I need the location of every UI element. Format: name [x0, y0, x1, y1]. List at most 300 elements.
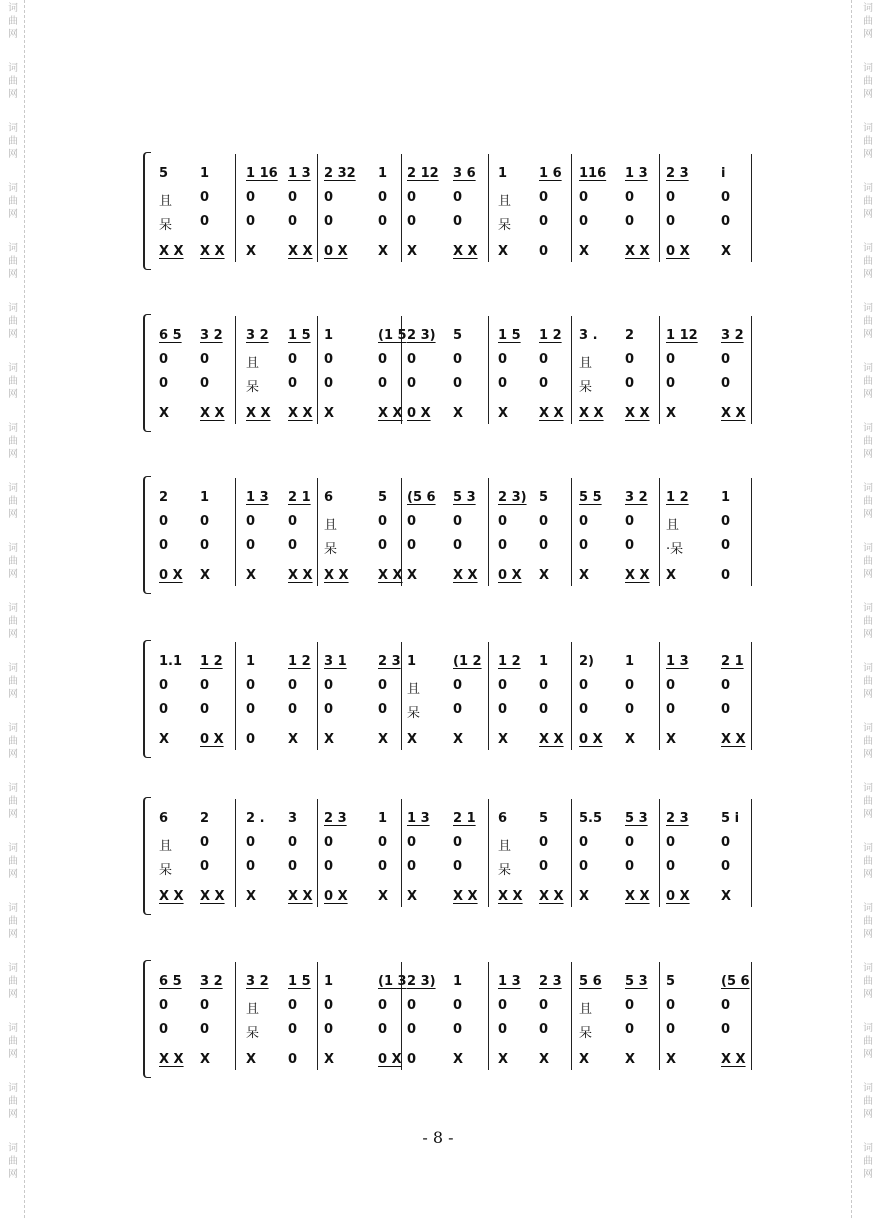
part-value: 0 [721, 998, 731, 1013]
part-value: 0 [666, 352, 676, 367]
melody-note: 1 [453, 974, 463, 989]
part-value: 0 [666, 376, 676, 391]
melody-note: 3 2 [200, 974, 223, 989]
part-value: 呆 [246, 380, 260, 395]
part-value: 0 [200, 376, 210, 391]
melody-note: 1 [721, 490, 731, 505]
part-value: 0 [324, 702, 334, 717]
part-value: 0 [453, 835, 463, 850]
part-value: 0 [453, 514, 463, 529]
part-value: 0 [666, 702, 676, 717]
part-value: 0 [288, 859, 298, 874]
right-watermark-text: 词 曲 网 [863, 243, 873, 280]
rhythm-mark: 0 X [407, 406, 431, 421]
bar-line [317, 316, 318, 424]
bar-line [235, 478, 236, 586]
melody-note: 1 2 [498, 654, 521, 669]
part-value: 0 [288, 376, 298, 391]
part-value: 0 [625, 190, 635, 205]
part-value: 0 [625, 514, 635, 529]
part-value: 0 [288, 514, 298, 529]
part-value: 0 [453, 538, 463, 553]
part-value: 且 [159, 839, 173, 854]
part-value: 0 [498, 514, 508, 529]
part-value: 呆 [579, 380, 593, 395]
part-value: 0 [625, 859, 635, 874]
rhythm-mark: 0 X [579, 732, 603, 747]
part-value: 0 [666, 190, 676, 205]
part-value: 0 [721, 538, 731, 553]
rhythm-mark: 0 [288, 1052, 298, 1067]
melody-note: 5 [453, 328, 463, 343]
right-watermark-text: 词 曲 网 [863, 423, 873, 460]
melody-note: 2 3 [324, 811, 347, 826]
system-brace [143, 640, 151, 758]
bar-line [751, 478, 752, 586]
score-system [143, 968, 755, 1086]
melody-note: 1 [378, 811, 388, 826]
score-system [143, 322, 755, 440]
melody-note: 2 1 [453, 811, 476, 826]
part-value: 0 [721, 214, 731, 229]
rhythm-mark: X X [378, 406, 403, 421]
melody-note: 1 2 [200, 654, 223, 669]
rhythm-mark: X X [625, 889, 650, 904]
rhythm-mark: X [324, 406, 335, 421]
melody-note: 2 3 [666, 811, 689, 826]
left-watermark-text: 词 曲 网 [8, 423, 18, 460]
rhythm-mark: X [378, 732, 389, 747]
part-value: 0 [498, 352, 508, 367]
melody-note: 2 3) [407, 974, 436, 989]
bar-line [571, 799, 572, 907]
bar-line [571, 962, 572, 1070]
part-value: 0 [498, 1022, 508, 1037]
left-watermark-text: 词 曲 网 [8, 1143, 18, 1180]
part-value: 0 [200, 190, 210, 205]
system-brace [143, 797, 151, 915]
part-value: 0 [407, 352, 417, 367]
part-value: 0 [159, 998, 169, 1013]
rhythm-mark: X [378, 244, 389, 259]
rhythm-mark: X [721, 889, 732, 904]
melody-note: 3 2 [246, 974, 269, 989]
bar-line [401, 799, 402, 907]
rhythm-mark: X [324, 732, 335, 747]
rhythm-mark: 0 [539, 244, 549, 259]
part-value: 0 [324, 352, 334, 367]
right-watermark-text: 词 曲 网 [863, 603, 873, 640]
part-value: 0 [453, 678, 463, 693]
rhythm-mark: X [539, 568, 550, 583]
part-value: 0 [539, 859, 549, 874]
part-value: 0 [200, 538, 210, 553]
left-watermark-text: 词 曲 网 [8, 123, 18, 160]
system-brace [143, 152, 151, 270]
bar-line [488, 642, 489, 750]
part-value: 呆 [159, 863, 173, 878]
melody-note: 5 6 [579, 974, 602, 989]
rhythm-mark: 0 X [378, 1052, 402, 1067]
right-watermark-text: 词 曲 网 [863, 63, 873, 100]
bar-line [401, 154, 402, 262]
part-value: 0 [625, 538, 635, 553]
melody-note: 5 [539, 811, 549, 826]
left-watermark-text: 词 曲 网 [8, 543, 18, 580]
melody-note: 6 [324, 490, 334, 505]
rhythm-mark: X X [721, 732, 746, 747]
rhythm-mark: 0 X [200, 732, 224, 747]
part-value: 0 [625, 998, 635, 1013]
rhythm-mark: X X [324, 568, 349, 583]
melody-note: 1 5 [288, 328, 311, 343]
part-value: 0 [200, 678, 210, 693]
melody-note: 1 3 [498, 974, 521, 989]
rhythm-mark: 0 X [498, 568, 522, 583]
part-value: 0 [288, 998, 298, 1013]
rhythm-mark: X X [625, 244, 650, 259]
part-value: 0 [407, 835, 417, 850]
part-value: 0 [721, 514, 731, 529]
part-value: 0 [200, 352, 210, 367]
part-value: 且 [498, 194, 512, 209]
left-margin-line [24, 0, 25, 1218]
part-value: 0 [159, 678, 169, 693]
melody-note: (1 5 [378, 328, 407, 343]
part-value: 且 [579, 356, 593, 371]
part-value: 0 [579, 538, 589, 553]
part-value: 0 [539, 214, 549, 229]
part-value: 0 [453, 190, 463, 205]
melody-note: i [721, 166, 726, 181]
melody-note: 1 [324, 974, 334, 989]
bar-line [659, 478, 660, 586]
part-value: 0 [200, 859, 210, 874]
bar-line [488, 154, 489, 262]
part-value: 0 [159, 1022, 169, 1037]
melody-note: 2 3 [539, 974, 562, 989]
rhythm-mark: X [625, 1052, 636, 1067]
rhythm-mark: 0 X [324, 889, 348, 904]
part-value: 0 [407, 998, 417, 1013]
part-value: 且 [246, 356, 260, 371]
bar-line [751, 799, 752, 907]
rhythm-mark: X [498, 1052, 509, 1067]
rhythm-mark: X X [246, 406, 271, 421]
rhythm-mark: X [159, 406, 170, 421]
part-value: 0 [579, 702, 589, 717]
right-watermark-text: 词 曲 网 [863, 543, 873, 580]
part-value: 0 [246, 514, 256, 529]
right-watermark-text: 词 曲 网 [863, 183, 873, 220]
part-value: 0 [666, 835, 676, 850]
melody-note: 2 1 [288, 490, 311, 505]
part-value: 0 [666, 1022, 676, 1037]
part-value: 0 [666, 214, 676, 229]
bar-line [488, 962, 489, 1070]
rhythm-mark: X [666, 732, 677, 747]
part-value: 0 [453, 214, 463, 229]
melody-note: 6 [159, 811, 169, 826]
melody-note: 1 12 [666, 328, 698, 343]
melody-note: 3 [288, 811, 298, 826]
part-value: 0 [453, 352, 463, 367]
right-watermark-text: 词 曲 网 [863, 963, 873, 1000]
part-value: 0 [453, 859, 463, 874]
rhythm-mark: X [246, 244, 257, 259]
right-watermark-text: 词 曲 网 [863, 123, 873, 160]
rhythm-mark: X [579, 244, 590, 259]
melody-note: 2 [625, 328, 635, 343]
rhythm-mark: X X [453, 568, 478, 583]
left-watermark-text: 词 曲 网 [8, 483, 18, 520]
left-watermark-text: 词 曲 网 [8, 783, 18, 820]
rhythm-mark: X [159, 732, 170, 747]
bar-line [317, 642, 318, 750]
melody-note: 2 12 [407, 166, 439, 181]
part-value: 0 [625, 1022, 635, 1037]
rhythm-mark: X X [625, 568, 650, 583]
bar-line [317, 154, 318, 262]
part-value: 0 [453, 376, 463, 391]
bar-line [317, 799, 318, 907]
rhythm-mark: X [579, 568, 590, 583]
rhythm-mark: X X [288, 889, 313, 904]
part-value: 0 [666, 678, 676, 693]
part-value: 0 [378, 998, 388, 1013]
part-value: 0 [721, 376, 731, 391]
part-value: 0 [246, 835, 256, 850]
melody-note: 5 [159, 166, 169, 181]
rhythm-mark: X X [625, 406, 650, 421]
melody-note: 5 5 [579, 490, 602, 505]
part-value: 0 [288, 702, 298, 717]
rhythm-mark: X [539, 1052, 550, 1067]
melody-note: 2 [159, 490, 169, 505]
rhythm-mark: 0 X [324, 244, 348, 259]
rhythm-mark: X X [288, 568, 313, 583]
melody-note: 1 [625, 654, 635, 669]
bar-line [571, 154, 572, 262]
bar-line [751, 642, 752, 750]
part-value: 0 [666, 859, 676, 874]
melody-note: 3 . [579, 328, 598, 343]
right-watermark-text: 词 曲 网 [863, 3, 873, 40]
bar-line [235, 154, 236, 262]
left-watermark-text: 词 曲 网 [8, 723, 18, 760]
melody-note: 2 3 [378, 654, 401, 669]
bar-line [317, 962, 318, 1070]
melody-note: 2 . [246, 811, 265, 826]
melody-note: 2 3) [498, 490, 527, 505]
rhythm-mark: X [246, 889, 257, 904]
part-value: 0 [324, 678, 334, 693]
part-value: 0 [246, 859, 256, 874]
rhythm-mark: X [324, 1052, 335, 1067]
melody-note: 1 [539, 654, 549, 669]
melody-note: 6 5 [159, 974, 182, 989]
part-value: ·呆 [666, 542, 684, 557]
page-number: - 8 - [422, 1128, 454, 1147]
rhythm-mark: X [453, 732, 464, 747]
rhythm-mark: X X [721, 406, 746, 421]
melody-note: 5 3 [625, 811, 648, 826]
rhythm-mark: X [407, 568, 418, 583]
part-value: 0 [200, 835, 210, 850]
system-brace [143, 314, 151, 432]
part-value: 0 [246, 190, 256, 205]
part-value: 0 [324, 998, 334, 1013]
part-value: 0 [625, 678, 635, 693]
bar-line [571, 478, 572, 586]
part-value: 0 [378, 678, 388, 693]
rhythm-mark: X [246, 568, 257, 583]
rhythm-mark: X [246, 1052, 257, 1067]
melody-note: (5 6 [407, 490, 436, 505]
part-value: 0 [378, 538, 388, 553]
part-value: 0 [721, 678, 731, 693]
part-value: 0 [721, 1022, 731, 1037]
rhythm-mark: X X [200, 889, 225, 904]
rhythm-mark: 0 [407, 1052, 417, 1067]
melody-note: (1 2 [453, 654, 482, 669]
left-watermark-text: 词 曲 网 [8, 1083, 18, 1120]
melody-note: 1 2 [288, 654, 311, 669]
melody-note: 1 3 [625, 166, 648, 181]
bar-line [659, 799, 660, 907]
melody-note: 2 3 [666, 166, 689, 181]
rhythm-mark: X X [200, 244, 225, 259]
bar-line [659, 962, 660, 1070]
part-value: 0 [579, 859, 589, 874]
right-watermark-text: 词 曲 网 [863, 1083, 873, 1120]
part-value: 0 [539, 835, 549, 850]
part-value: 0 [324, 859, 334, 874]
part-value: 且 [159, 194, 173, 209]
right-watermark-text: 词 曲 网 [863, 483, 873, 520]
rhythm-mark: X [200, 1052, 211, 1067]
part-value: 呆 [159, 218, 173, 233]
rhythm-mark: X [498, 244, 509, 259]
melody-note: 1 3 [288, 166, 311, 181]
part-value: 0 [407, 1022, 417, 1037]
rhythm-mark: X [666, 406, 677, 421]
melody-note: 3 2 [200, 328, 223, 343]
part-value: 0 [625, 835, 635, 850]
part-value: 0 [200, 1022, 210, 1037]
part-value: 0 [159, 352, 169, 367]
part-value: 呆 [579, 1026, 593, 1041]
rhythm-mark: X X [159, 244, 184, 259]
rhythm-mark: X [666, 1052, 677, 1067]
part-value: 且 [666, 518, 680, 533]
part-value: 0 [407, 190, 417, 205]
melody-note: 5 [378, 490, 388, 505]
bar-line [751, 154, 752, 262]
part-value: 0 [246, 678, 256, 693]
part-value: 呆 [324, 542, 338, 557]
part-value: 0 [324, 214, 334, 229]
part-value: 0 [625, 376, 635, 391]
part-value: 0 [378, 859, 388, 874]
rhythm-mark: X X [453, 244, 478, 259]
melody-note: 2 1 [721, 654, 744, 669]
rhythm-mark: 0 X [666, 244, 690, 259]
right-watermark-text: 词 曲 网 [863, 663, 873, 700]
left-watermark-text: 词 曲 网 [8, 603, 18, 640]
score-system [143, 805, 755, 923]
part-value: 0 [246, 214, 256, 229]
part-value: 0 [498, 678, 508, 693]
part-value: 0 [407, 538, 417, 553]
bar-line [659, 642, 660, 750]
rhythm-mark: X [579, 889, 590, 904]
bar-line [659, 154, 660, 262]
left-watermark-text: 词 曲 网 [8, 963, 18, 1000]
melody-note: 1 16 [246, 166, 278, 181]
part-value: 0 [378, 1022, 388, 1037]
part-value: 0 [407, 214, 417, 229]
right-watermark-text: 词 曲 网 [863, 363, 873, 400]
part-value: 0 [625, 352, 635, 367]
part-value: 0 [324, 376, 334, 391]
score-system [143, 648, 755, 766]
rhythm-mark: X [498, 732, 509, 747]
rhythm-mark: X X [453, 889, 478, 904]
rhythm-mark: X X [539, 406, 564, 421]
part-value: 0 [625, 702, 635, 717]
rhythm-mark: X X [498, 889, 523, 904]
bar-line [751, 962, 752, 1070]
rhythm-mark: 0 X [159, 568, 183, 583]
left-watermark-text: 词 曲 网 [8, 903, 18, 940]
bar-line [317, 478, 318, 586]
melody-note: 1 [324, 328, 334, 343]
part-value: 0 [159, 702, 169, 717]
melody-note: 1 3 [666, 654, 689, 669]
part-value: 0 [721, 352, 731, 367]
melody-note: 1 [498, 166, 508, 181]
part-value: 0 [579, 514, 589, 529]
melody-note: 1 3 [407, 811, 430, 826]
part-value: 0 [378, 514, 388, 529]
melody-note: 1.1 [159, 654, 183, 669]
left-watermark-text: 词 曲 网 [8, 243, 18, 280]
part-value: 且 [246, 1002, 260, 1017]
part-value: 0 [539, 190, 549, 205]
part-value: 0 [721, 835, 731, 850]
part-value: 0 [721, 702, 731, 717]
part-value: 0 [288, 678, 298, 693]
part-value: 且 [498, 839, 512, 854]
rhythm-mark: X X [200, 406, 225, 421]
part-value: 0 [721, 190, 731, 205]
part-value: 0 [200, 214, 210, 229]
melody-note: 2) [579, 654, 594, 669]
part-value: 0 [539, 376, 549, 391]
part-value: 0 [378, 190, 388, 205]
part-value: 0 [246, 702, 256, 717]
part-value: 0 [453, 998, 463, 1013]
part-value: 0 [246, 538, 256, 553]
rhythm-mark: X [579, 1052, 590, 1067]
part-value: 0 [159, 514, 169, 529]
part-value: 0 [539, 514, 549, 529]
part-value: 0 [288, 352, 298, 367]
rhythm-mark: 0 [246, 732, 256, 747]
part-value: 0 [288, 835, 298, 850]
melody-note: (1 3 [378, 974, 407, 989]
